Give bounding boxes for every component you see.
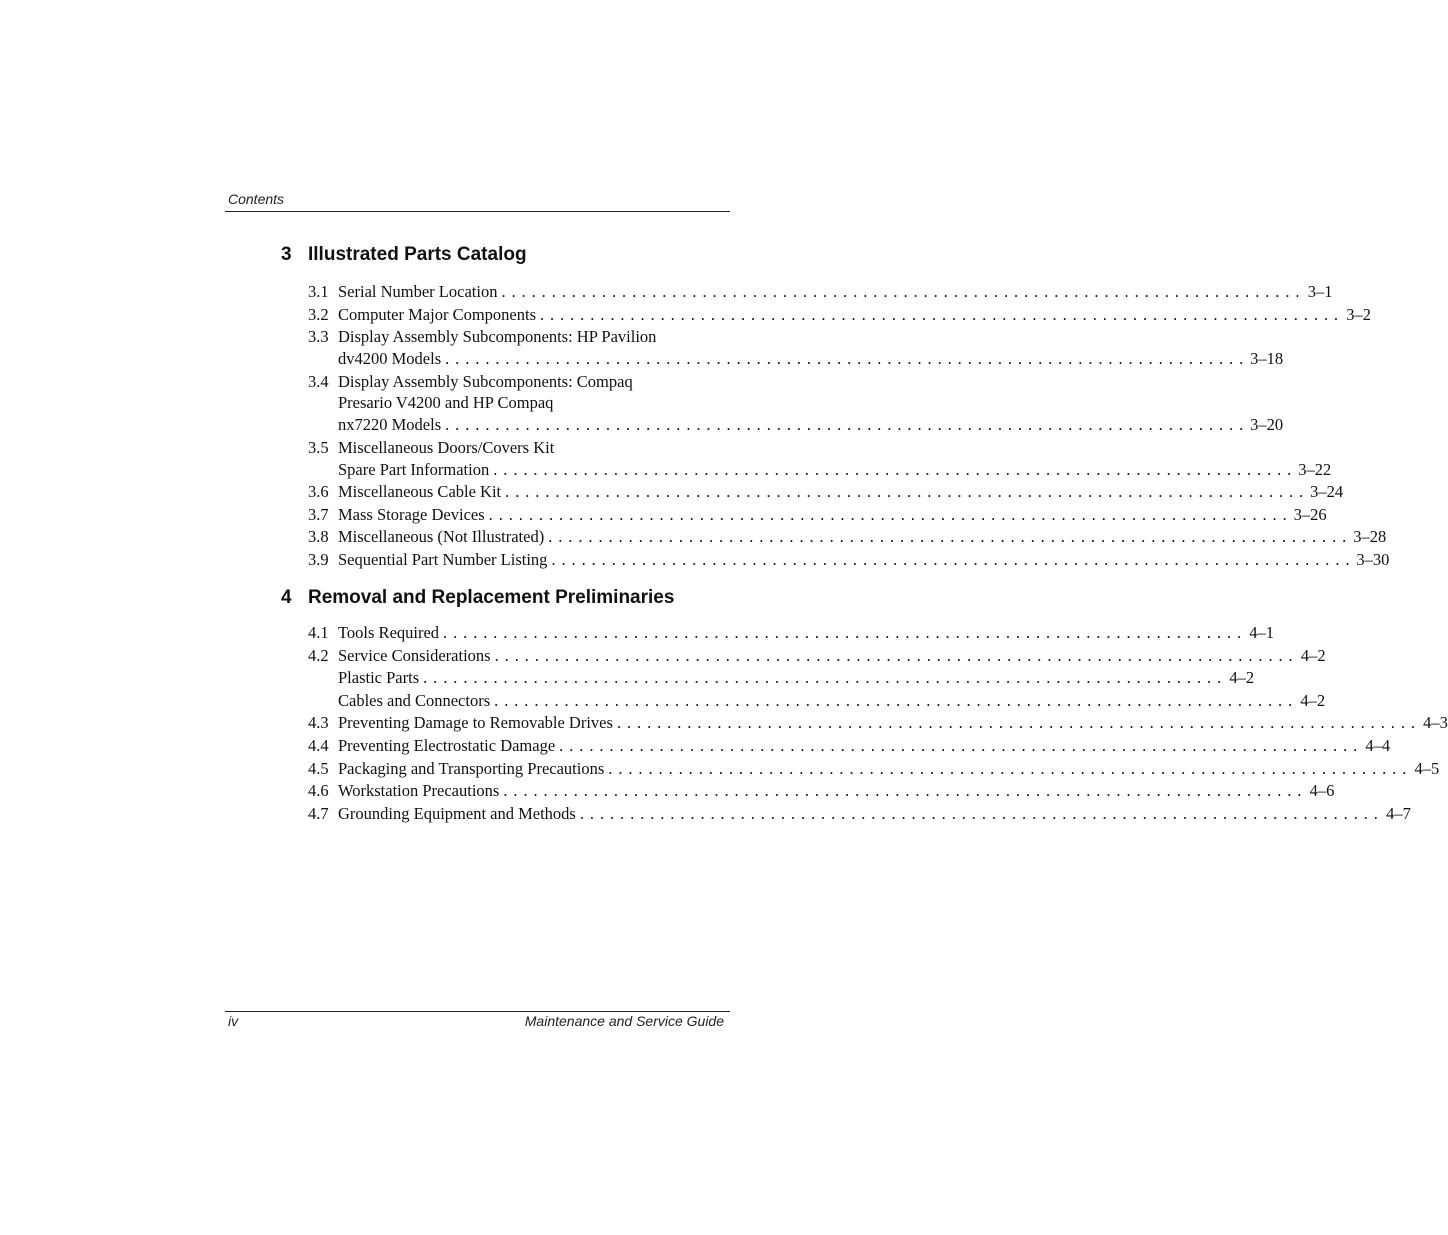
toc-entry[interactable]	[308, 504, 1327, 526]
toc-entry[interactable]	[308, 645, 1326, 667]
page-reference: 3–24	[1310, 482, 1344, 502]
toc-entry-line	[308, 481, 1344, 503]
section-number: 3.1	[308, 282, 329, 301]
dot-leader: . . . . . . . . . . . . . . . . . . . . . . . . . . . . . . . . . . . . . . . . . . . . . . . . . . . . . . . . . . . . . . . . . . . . . . . . . . . . . . . .	[443, 623, 1243, 642]
section-title: Computer Major Components	[338, 304, 536, 324]
chapter-number: 3	[281, 244, 292, 265]
section-number: 3.9	[308, 549, 329, 569]
dot-leader: . . . . . . . . . . . . . . . . . . . . . . . . . . . . . . . . . . . . . . . . . . . . . . . . . . . . . . . . . . . . . . . . . . . . . . . . . . . . . . . .	[494, 690, 1294, 710]
section-title: Display Assembly Subcomponents: Compaq	[338, 371, 633, 391]
toc-list	[308, 622, 1448, 825]
section-title: Miscellaneous (Not Illustrated)	[338, 527, 545, 547]
toc-entry-line	[308, 667, 1255, 689]
section-title: Sequential Part Number Listing	[338, 549, 548, 569]
toc-entry-line	[308, 326, 730, 348]
section-title: Miscellaneous Cable Kit	[338, 482, 502, 502]
section-title: Grounding Equipment and Methods	[338, 803, 576, 823]
chapter-number: 4	[281, 587, 292, 608]
chapter-heading	[281, 587, 741, 609]
page-reference: 4–6	[1309, 781, 1335, 801]
section-title: Preventing Damage to Removable Drives	[338, 713, 613, 733]
toc-entry-line	[308, 549, 1390, 571]
page-reference: 3–2	[1346, 304, 1371, 324]
toc-entry[interactable]	[308, 667, 1255, 689]
section-number: 4.5	[308, 758, 329, 778]
section-number: 3.2	[308, 304, 329, 324]
section-number: 4.3	[308, 713, 329, 733]
dot-leader: . . . . . . . . . . . . . . . . . . . . . . . . . . . . . . . . . . . . . . . . . . . . . . . . . . . . . . . . . . . . . . . . . . . . . . . . . . . . . . . .	[559, 735, 1359, 755]
section-number: 3.5	[308, 437, 329, 457]
section-title: Packaging and Transporting Precautions	[338, 758, 605, 778]
toc-entry-line	[308, 348, 1284, 370]
dot-leader: . . . . . . . . . . . . . . . . . . . . . . . . . . . . . . . . . . . . . . . . . . . . . . . . . . . . . . . . . . . . . . . . . . . . . . . . . . . . . . . .	[503, 781, 1303, 801]
dot-leader: . . . . . . . . . . . . . . . . . . . . . . . . . . . . . . . . . . . . . . . . . . . . . . . . . . . . . . . . . . . . . . . . . . . . . . . . . . . . . . . .	[445, 415, 1245, 435]
toc-entry[interactable]	[308, 735, 1391, 757]
header-rule	[225, 211, 730, 212]
dot-leader: . . . . . . . . . . . . . . . . . . . . . . . . . . . . . . . . . . . . . . . . . . . . . . . . . . . . . . . . . . . . . . . . . . . . . . . . . . . . . . . .	[494, 645, 1294, 665]
section-number: 3.6	[308, 482, 329, 502]
toc-entry-line	[308, 392, 730, 414]
footer-rule	[225, 1011, 730, 1012]
section-number: 4.2	[308, 645, 329, 665]
toc-entry[interactable]	[308, 526, 1387, 548]
chapter-title: Illustrated Parts Catalog	[308, 244, 527, 265]
dot-leader: . . . . . . . . . . . . . . . . . . . . . . . . . . . . . . . . . . . . . . . . . . . . . . . . . . . . . . . . . . . . . . . . . . . . . . . . . . . . . . . .	[488, 504, 1288, 524]
page-reference: 3–22	[1298, 459, 1332, 479]
section-number: 4.1	[308, 623, 329, 642]
toc-entry[interactable]	[308, 326, 1284, 370]
section-number: 3.4	[308, 371, 329, 391]
toc-entry[interactable]	[308, 481, 1344, 503]
section-number: 4.6	[308, 781, 329, 801]
toc-entry-line	[308, 690, 1326, 712]
dot-leader: . . . . . . . . . . . . . . . . . . . . . . . . . . . . . . . . . . . . . . . . . . . . . . . . . . . . . . . . . . . . . . . . . . . . . . . . . . . . . . . .	[548, 527, 1348, 547]
toc-entry-line	[308, 712, 1448, 734]
page-reference: 3–1	[1307, 282, 1333, 301]
toc-entry[interactable]	[308, 281, 1333, 303]
toc-entry[interactable]	[308, 622, 1275, 644]
toc-entry[interactable]	[308, 549, 1390, 571]
page-reference: 4–2	[1300, 645, 1326, 665]
toc-entry-line	[308, 526, 1387, 548]
toc-entry-line	[308, 304, 1371, 326]
dot-leader: . . . . . . . . . . . . . . . . . . . . . . . . . . . . . . . . . . . . . . . . . . . . . . . . . . . . . . . . . . . . . . . . . . . . . . . . . . . . . . . .	[493, 459, 1293, 479]
toc-entry-line	[308, 780, 1335, 802]
toc-entry[interactable]	[308, 690, 1326, 712]
dot-leader: . . . . . . . . . . . . . . . . . . . . . . . . . . . . . . . . . . . . . . . . . . . . . . . . . . . . . . . . . . . . . . . . . . . . . . . . . . . . . . . .	[551, 549, 1351, 569]
dot-leader: . . . . . . . . . . . . . . . . . . . . . . . . . . . . . . . . . . . . . . . . . . . . . . . . . . . . . . . . . . . . . . . . . . . . . . . . . . . . . . . .	[539, 304, 1339, 324]
dot-leader: . . . . . . . . . . . . . . . . . . . . . . . . . . . . . . . . . . . . . . . . . . . . . . . . . . . . . . . . . . . . . . . . . . . . . . . . . . . . . . . .	[505, 482, 1305, 502]
section-title: Tools Required	[338, 623, 440, 642]
page-reference: 4–5	[1414, 758, 1440, 778]
footer-page-number: iv	[228, 1013, 239, 1029]
toc-entry[interactable]	[308, 758, 1440, 780]
toc-entry-line	[308, 504, 1327, 526]
toc-entry[interactable]	[308, 371, 1284, 436]
section-title: Cables and Connectors	[338, 690, 491, 710]
page-reference: 3–28	[1353, 527, 1387, 547]
chapter-title: Removal and Replacement Preliminaries	[308, 587, 675, 608]
toc-entry[interactable]	[308, 712, 1448, 734]
toc-entry[interactable]	[308, 803, 1411, 825]
section-title: Preventing Electrostatic Damage	[338, 735, 556, 755]
page-reference: 4–1	[1249, 623, 1275, 642]
toc-entry-line	[308, 459, 1332, 481]
section-number: 3.3	[308, 327, 329, 347]
page-reference: 4–2	[1229, 668, 1255, 688]
section-number: 3.7	[308, 504, 329, 524]
page-reference: 4–7	[1386, 803, 1411, 823]
toc-entry[interactable]	[308, 780, 1335, 802]
section-title: Miscellaneous Doors/Covers Kit	[338, 437, 555, 457]
dot-leader: . . . . . . . . . . . . . . . . . . . . . . . . . . . . . . . . . . . . . . . . . . . . . . . . . . . . . . . . . . . . . . . . . . . . . . . . . . . . . . . .	[608, 758, 1408, 778]
toc-entry-line	[308, 803, 1411, 825]
page-reference: 4–2	[1300, 690, 1326, 710]
page-reference: 4–4	[1365, 735, 1391, 755]
section-title: Spare Part Information	[338, 459, 490, 479]
toc-entry-line	[308, 735, 1391, 757]
page-reference: 4–3	[1423, 713, 1448, 733]
section-title: Service Considerations	[338, 645, 491, 665]
dot-leader: . . . . . . . . . . . . . . . . . . . . . . . . . . . . . . . . . . . . . . . . . . . . . . . . . . . . . . . . . . . . . . . . . . . . . . . . . . . . . . . .	[423, 668, 1223, 688]
toc-entry-line	[308, 645, 1326, 667]
toc-entry[interactable]	[308, 437, 1332, 481]
section-title: Mass Storage Devices	[338, 504, 485, 524]
section-number: 4.4	[308, 735, 329, 755]
toc-entry[interactable]	[308, 304, 1371, 326]
dot-leader: . . . . . . . . . . . . . . . . . . . . . . . . . . . . . . . . . . . . . . . . . . . . . . . . . . . . . . . . . . . . . . . . . . . . . . . . . . . . . . . .	[445, 348, 1245, 368]
page-reference: 3–26	[1293, 504, 1327, 524]
chapter-heading	[281, 244, 741, 266]
page-reference: 3–20	[1250, 415, 1284, 435]
section-title: Plastic Parts	[338, 668, 420, 688]
toc-entry-line	[308, 622, 1275, 644]
toc-entry-line	[308, 414, 1284, 436]
dot-leader: . . . . . . . . . . . . . . . . . . . . . . . . . . . . . . . . . . . . . . . . . . . . . . . . . . . . . . . . . . . . . . . . . . . . . . . . . . . . . . . .	[579, 803, 1379, 823]
section-title: nx7220 Models	[338, 415, 442, 435]
toc-entry-line	[308, 281, 1333, 303]
toc-entry-line	[308, 437, 730, 459]
section-title: Display Assembly Subcomponents: HP Pavilion	[338, 327, 657, 347]
section-title: dv4200 Models	[338, 348, 442, 368]
section-title: Workstation Precautions	[338, 781, 500, 801]
toc-entry-line	[308, 758, 1440, 780]
toc-entry-line	[308, 371, 730, 393]
footer-guide-title: Maintenance and Service Guide	[524, 1013, 724, 1029]
dot-leader: . . . . . . . . . . . . . . . . . . . . . . . . . . . . . . . . . . . . . . . . . . . . . . . . . . . . . . . . . . . . . . . . . . . . . . . . . . . . . . . .	[616, 713, 1416, 733]
dot-leader: . . . . . . . . . . . . . . . . . . . . . . . . . . . . . . . . . . . . . . . . . . . . . . . . . . . . . . . . . . . . . . . . . . . . . . . . . . . . . . . .	[501, 282, 1301, 301]
running-header: Contents	[228, 191, 285, 207]
section-number: 4.7	[308, 803, 329, 823]
section-title: Presario V4200 and HP Compaq	[338, 393, 554, 413]
page-reference: 3–18	[1250, 348, 1284, 368]
section-number: 3.8	[308, 527, 329, 547]
page-reference: 3–30	[1356, 549, 1390, 569]
section-title: Serial Number Location	[338, 282, 498, 301]
toc-list	[308, 281, 1390, 571]
